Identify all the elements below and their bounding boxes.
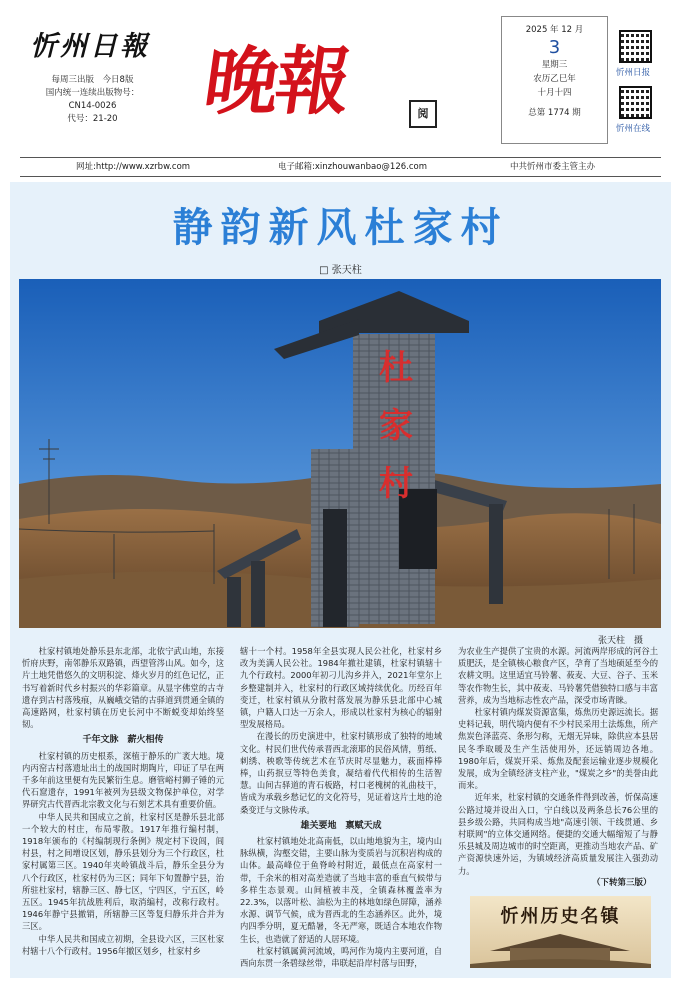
email-link[interactable]: 电子邮箱:xinzhouwanbao@126.com: [278, 162, 428, 172]
date-weekday: 星期三: [541, 60, 568, 70]
article-paragraph: 杜家村镇内煤炭资源富集，炼焦历史源远流长。据史料记载，明代境内便有不少村民采用土法炼焦，所产焦炭色泽蓝亮、条形匀称，无烟无异味，除供应本县居民冬季取暖及生产生活使用外，还远销周边各地。1980年后，煤炭开采、炼焦及配套运输业逐步规模化发展，成为全镇经济支柱产业，"煤炭之乡"的美誉由此而来。: [458, 707, 658, 791]
article-headline: 静韵新风杜家村: [172, 205, 509, 251]
continued-note: （下转第三版）: [592, 878, 652, 888]
section-heading: 雄关要地 禀赋天成: [300, 820, 382, 831]
article-paragraph: 中华人民共和国成立初期，全县设六区，三区杜家村辖十八个行政村。1956年撤区划乡，杜家村乡: [22, 933, 224, 956]
qr-code-icon[interactable]: [619, 30, 652, 63]
article-paragraph: 杜家村镇的历史根系，深植于静乐的广袤大地。境内丙窑古村落遗址出土的战国时期陶片，印证了早在两千多年前这里便有先民繁衍生息。磨管峪村狮子锤的元代石窟遗存，1991年被列为县级文物保护单位，对学界研究古代晋西北宗教文化与石刻艺术具有重要价值。: [22, 750, 224, 810]
qr-caption: 忻州在线: [616, 124, 651, 134]
publication-info-line: 代号：21-20: [67, 114, 118, 124]
article-paragraph: 近年来，杜家村镇的交通条件得到改善，忻保高速公路过境并设出入口，宁白线以及两条总长76公里的县乡级公路，共同构成当地"高速引领、干线贯通、乡村联网"的立体交通网络。便捷的交通大幅缩短了与静乐县城及周边城市的时空距离，更推动当地农产品、矿产资源快速外运，为镇域经济高质量发展注入强劲动力。: [458, 792, 658, 876]
publication-info-line: CN14-0026: [68, 101, 117, 111]
tower-sign-char: 村: [379, 464, 413, 504]
qr-code-icon[interactable]: [619, 86, 652, 119]
article-paragraph: 为农业生产提供了宝贵的水源。河流两岸形成的河谷土质肥沃，是全镇核心粮食产区，孕育了当地硕延至今的农耕文明。这里适宜马铃薯、莜麦、大豆、谷子、玉米等农作物生长，其中莜麦、马铃薯凭借独特口感与丰富营养，成为当地标志性农产品，深受市场青睐。: [458, 646, 658, 705]
section-heading: 千年文脉 薪火相传: [82, 735, 164, 746]
village-gate-photo: [19, 279, 661, 628]
article-column-2: [240, 645, 442, 969]
date-box: [501, 16, 608, 144]
article-paragraph: 杜家村镇地处静乐县东北部，北依宁武山地，东接忻府庆野，南邻静乐双路镇，西望管涔山风。如今，这片土地凭借悠久的文明积淀、烽火岁月的红色记忆，正书写着新时代乡村振兴的华彩篇章。从显字佛堂的古寺遗存到古村落残痕，从巍峨交错的古驿道到贯通全镇的高速路网，杜家村镇在历史长河中不断蜕变却始终坚韧。: [22, 646, 224, 730]
photo-credit: 张天柱 摄: [598, 636, 644, 646]
article-column-3: [458, 645, 658, 877]
tower-sign-char: 家: [379, 406, 413, 446]
paper-name: 忻州日報: [30, 31, 150, 62]
publication-info-line: 每周三出版 今日8版: [51, 75, 134, 85]
qr-caption: 忻州日报: [616, 68, 651, 78]
article-paragraph: 杜家村镇属黄河流域，鸣河作为境内主要河道，自西向东贯一条碧绿丝带，串联起沿岸村落与田野，: [240, 945, 442, 969]
article-paragraph: 中华人民共和国成立之前，杜家村区是静乐县北部一个较大的村庄，布局零散。1917年推行编村制，1918年颁布的《村编制现行条例》规定村下设闾，闾村县，村之间增设区划，静乐县划分为三个行政区，杜家村属第三区。1940年夹岭镇战斗后，静乐全县分为八个行政区，杜家村仍为三区；同年下旬置静宁县，治所驻杜家村，辖静三区、静七区，宁四区，宁五区，岭五区。1945年抗战胜利后，取消编村，改称行政村。1946年静宁县撤销，所辖静三区等复归静乐并合并为三区。: [22, 811, 224, 932]
article-column-1: [22, 645, 224, 957]
article-paragraph: 辖十一个村。1958年全县实现人民公社化，杜家村乡改为美满人民公社。1984年撤社建镇，杜家村镇辖十九个行政村。2000年初刁儿沟乡并入，2021年堂尔上乡整建制并入，杜家村的行政区域持续优化。历经百年变迁，杜家村镇从分散村落发展为静乐县北部中心城镇，户籍人口达一万余人，形成以杜家村为核心的辐射型发展格局。: [240, 646, 442, 730]
date-lunar-day: 十月十四: [537, 88, 572, 98]
seal-stamp: 阅: [409, 100, 437, 128]
historic-town-banner: [470, 896, 651, 968]
article-byline: □ 张天柱: [319, 265, 362, 276]
banner-title: 忻州历史名镇: [500, 906, 621, 927]
website-link[interactable]: 网址:http://www.xzrbw.com: [76, 162, 191, 172]
date-lunar-year: 农历乙巳年: [533, 74, 576, 84]
publication-info: [30, 74, 155, 126]
publication-info-line: 国内统一连续出版物号：: [45, 88, 140, 98]
contact-bar: [20, 157, 661, 177]
article-paragraph: 杜家村镇地处北高南低，以山地地貌为主，境内山脉纵横，沟壑交错，主要山脉为变质岩与沉积岩构成的山体。最高峰位于鱼脊岭村附近，最低点在高家村一带，千余米的相对高差造就了当地丰富的垂直气候带与多样生态景观。山间植被丰茂，全镇森林覆盖率为22.3%，以落叶松、油松为主的林地如绿色屏障，涵养水源、调节气候，成为晋西北的生态涵养区。此外，境内四季分明，夏无酷暑，冬无严寒，既适合本地农作物生长，也造就了舒适的人居环境。: [240, 836, 442, 944]
article-paragraph: 在漫长的历史演进中，杜家村镇形成了独特的地域文化。村民们世代传承晋西北滚耶的民俗风情，剪纸、刺绣、秧歌等传统艺术在节庆时尽显魅力，萩面棒棒棒，山药抿豆等特色美食，凝结着代代相传的生活智慧。山间古驿道的青石板路，村口老槐树的礼曲枝干，皆成为承载乡愁记忆的文化符号，见证着这片土地的沧桑变迁与文脉传承。: [240, 731, 442, 815]
issue-number: 总第 1774 期: [528, 108, 581, 118]
newspaper-title: 晚報: [198, 39, 354, 125]
sponsor-text: 中共忻州市委主管主办: [510, 162, 596, 172]
date-day: 3: [548, 37, 561, 58]
tower-sign-char: 杜: [379, 348, 413, 388]
tower-sign: [372, 339, 420, 513]
date-year-month: 2025 年 12 月: [525, 25, 584, 35]
